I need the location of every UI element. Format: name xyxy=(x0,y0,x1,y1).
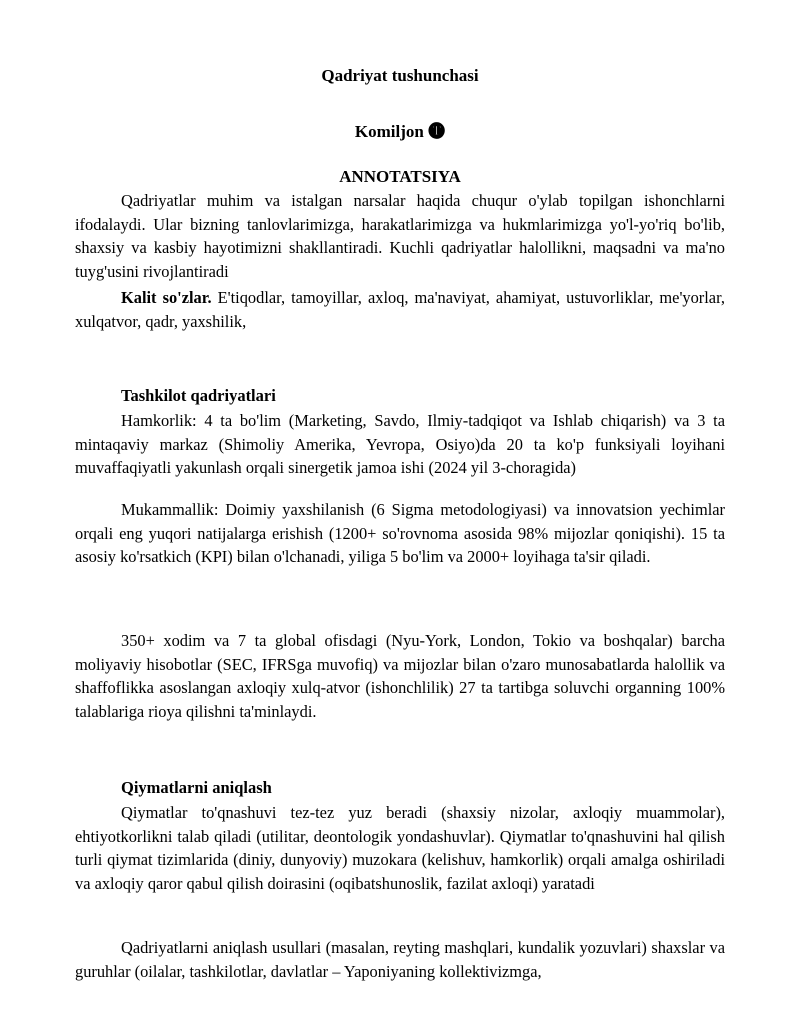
paragraph-value-methods: Qadriyatlarni aniqlash usullari (masalan, reyting mashqlari, kundalik yozuvlari) shaxslar va guruhlar (oilalar, tashkilotlar, davlatlar – Yaponiyaning kollektivizmga, xyxy=(75,938,725,981)
keywords-label: Kalit so'zlar. xyxy=(121,288,212,307)
keywords-text: E'tiqodlar, tamoyillar, axloq, ma'naviyat, ahamiyat, ustuvorliklar, me'yorlar, xulqatvor, qadr, yaxshilik, xyxy=(75,288,725,331)
document-title: Qadriyat tushunchasi xyxy=(321,66,479,85)
annotation-paragraph: Qadriyatlar muhim va istalgan narsalar haqida chuqur o'ylab topilgan ishonchlarni ifodalaydi. Ular bizning tanlovlarimizga, harakatlarimizga va hukmlarimizga yo'l-yo'riq bo'lib, shaxsiy va kasbiy hayotimizni shakllantiradi. Kuchli qadriyatlar halollikni, maqsadni va ma'no tuyg'usini rivojlantiradi xyxy=(75,191,725,281)
annotation-heading: ANNOTATSIYA xyxy=(339,167,461,186)
keywords-paragraph xyxy=(75,286,725,333)
paragraph-collaboration: Hamkorlik: 4 ta bo'lim (Marketing, Savdo, Ilmiy-tadqiqot va Ishlab chiqarish) va 3 ta mintaqaviy markaz (Shimoliy Amerika, Yevropa, Osiyo)da 20 ta ko'p funksiyali loyihani muvaffaqiyatli yakunlash orqali sinergetik jamoa ishi (2024 yil 3-choragida) xyxy=(75,411,725,477)
section-heading-defining-values: Qiymatlarni aniqlash xyxy=(121,778,272,797)
author-line: Komiljon 🅣 xyxy=(354,122,446,141)
paragraph-excellence: Mukammallik: Doimiy yaxshilanish (6 Sigma metodologiyasi) va innovatsion yechimlar orqali eng yuqori natijalarga erishish (1200+ so'rovnoma asosida 98% mijozlar qoniqishi). 15 ta asosiy ko'rsatkich (KPI) bilan o'lchanadi, yiliga 5 bo'lim va 2000+ loyihaga ta'sir qiladi. xyxy=(75,500,725,566)
paragraph-values-conflict: Qiymatlar to'qnashuvi tez-tez yuz beradi (shaxsiy nizolar, axloqiy muammolar), ehtiyotkorlikni talab qiladi (utilitar, deontologik yondashuvlar). Qiymatlar to'qnashuvini hal qilish turli qiymat tizimlarida (diniy, dunyoviy) muzokara (kelishuv, hamkorlik) orqali amalga oshiriladi va axloqiy qaror qabul qilish doirasini (oqibatshunoslik, fazilat axloqi) yaratadi xyxy=(75,803,725,893)
section-heading-organization-values: Tashkilot qadriyatlari xyxy=(121,386,276,405)
paragraph-integrity: 350+ xodim va 7 ta global ofisdagi (Nyu-York, London, Tokio va boshqalar) barcha moliyaviy hisobotlar (SEC, IFRSga muvofiq) va mijozlar bilan o'zaro munosabatlarda halollik va shaffoflikka asoslangan axloqiy xulq-atvor (ishonchlilik) 27 ta tartibga soluvchi organning 100% talablariga rioya qilishni ta'minlaydi. xyxy=(75,631,725,721)
